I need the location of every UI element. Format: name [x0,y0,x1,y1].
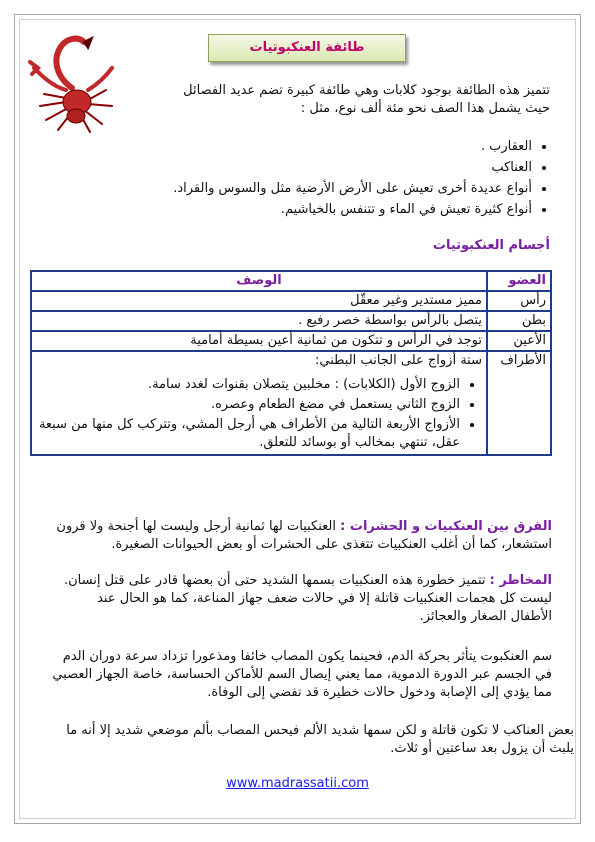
difference-text-2: استشعار، كما أن أغلب العنكبيات تتغذى على الحشرات أو بعض الحيوانات الصغيرة. [111,537,552,552]
examples-list [100,136,552,220]
dangers-paragraph [30,572,552,626]
list-item: • أنواع عديدة أخرى تعيش على الأرض الأرضية مثل والسوس والقراد. [100,178,532,199]
header-description: الوصف [31,271,487,291]
page-title: طائفة العنكبوتيات [208,34,406,62]
difference-text-1: العنكبيات لها ثمانية أرجل وليست لها أجنحة ولا قرون [56,519,337,534]
table-row [31,331,551,351]
organs-table [30,270,552,456]
list-item: • الأزواج الأربعة التالية من الأطراف هي أرجل المشي، وتتركب كل منها من سبعة عقل، تنتهي بمخالب أو بوسائد للتعلق. [36,416,460,452]
list-item: • أنواع كثيرة تعيش في الماء و تتنفس بالخياشيم. [100,199,532,220]
organ-cell: الأطراف [487,351,551,455]
description-cell: مميز مستدير وغير معقّل [31,291,487,311]
spiders-paragraph [26,722,574,758]
section-heading-bodies: أجسام العنكبوتيات [432,238,550,253]
difference-paragraph [30,518,552,554]
limbs-intro: ستة أزواج على الجانب البطني: [315,353,482,368]
dangers-line-2: ليست كل هجمات العنكبيات قاتلة إلا في حالات ضعف جهاز المناعة، كما هو الحال عند [97,591,552,606]
intro-text [150,82,550,118]
intro-line-1: تتميز هذه الطائفة بوجود كلابات وهي طائفة كبيرة تضم عديد الفصائل [183,83,550,98]
dangers-line-3: الأطفال الصغار والعجائز. [419,609,552,624]
list-item: • الزوج الثاني يستعمل في مضغ الطعام وعصره. [36,396,460,414]
website-link[interactable]: www.madrassatii.com [226,776,369,791]
description-cell: يتصل بالرأس بواسطة خصر رفيع . [31,311,487,331]
organ-cell: بطن [487,311,551,331]
scorpion-icon [22,28,118,140]
dangers-label: المخاطر : [489,573,552,588]
table-row [31,311,551,331]
spiders-line-1: بعض العناكب لا تكون قاتلة و لكن سمها شديد الألم فيحس المصاب بألم موضعي شديد إلا أنه ما [66,723,574,738]
limbs-description-cell [31,351,487,455]
list-item: • العقارب . [100,136,532,157]
list-item: • الزوج الأول (الكلابات) : مخلبين يتصلان بقنوات لغدد سامة. [36,376,460,394]
header-organ: العضو [487,271,551,291]
limbs-list [36,376,482,452]
table-row [31,291,551,311]
description-cell: توجد في الرأس و تتكون من ثمانية أعين بسيطة أمامية [31,331,487,351]
venom-line-3: مما يؤدي إلى الإصابة ودخول حالات خطيرة قد تفضي إلى الوفاة. [207,685,552,700]
organ-cell: الأعين [487,331,551,351]
venom-line-2: في الجسم عبر الدورة الدموية، مما يعني إيصال السم للأماكن الحساسة، خاصة الجهاز العصبي [52,667,552,682]
table-header-row [31,271,551,291]
venom-paragraph [26,648,552,702]
intro-line-2: حيث يشمل هذا الصف نحو مئة ألف نوع، مثل : [300,101,550,116]
organ-cell: رأس [487,291,551,311]
spiders-line-2: يلبث أن يزول بعد ساعتين أو ثلاث. [390,741,574,756]
dangers-line-1: تتميز خطورة هذه العنكبيات بسمها الشديد حتى أن بعضها قادر على قتل إنسان. [63,573,486,588]
list-item: • العناكب [100,157,532,178]
difference-label: الفرق بين العنكبيات و الحشرات : [340,519,552,534]
venom-line-1: سم العنكبوت يتأثر بحركة الدم، فحينما يكون المصاب خائفا ومذعورا تزداد سرعة دوران الدم [62,649,552,664]
table-row-limbs [31,351,551,455]
